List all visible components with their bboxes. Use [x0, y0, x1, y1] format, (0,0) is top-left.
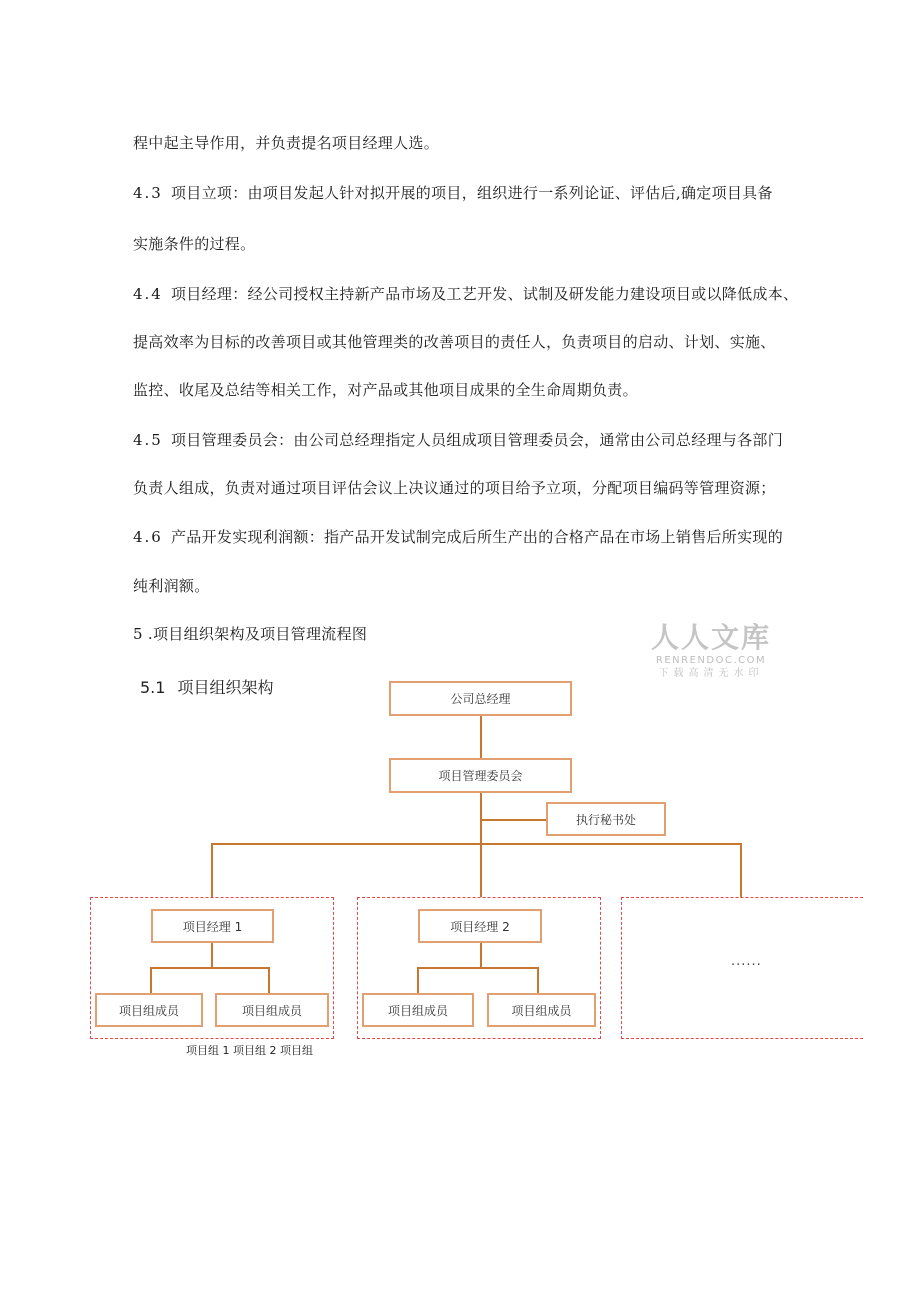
paragraph-4-5-line-1 — [133, 430, 783, 450]
watermark-slogan: 下载高清无水印 — [658, 668, 764, 679]
connector-group-3 — [740, 843, 742, 897]
org-chart-caption: 项目组 1 项目组 2 项目组 — [186, 1044, 313, 1057]
paragraph-4-3-line-2: 实施条件的过程。 — [133, 235, 256, 253]
connector-pm2-member-1 — [417, 967, 419, 993]
paragraph-4-3-text: 项目立项：由项目发起人针对拟开展的项目，组织进行一系列论证、评估后,确定项目具备 — [171, 184, 773, 202]
paragraph-4-4-line-1 — [133, 284, 798, 304]
connector-committee-down — [480, 793, 482, 897]
project-manager-1-box: 项目经理 1 — [151, 909, 274, 943]
section-5-1-heading — [140, 675, 273, 698]
section-5-1-title: 项目组织架构 — [177, 678, 274, 697]
ceo-box: 公司总经理 — [389, 681, 572, 716]
committee-box: 项目管理委员会 — [389, 758, 572, 793]
connector-pm2-member-2 — [537, 967, 539, 993]
paragraph-4-3-number: 4.3 — [133, 184, 163, 202]
connector-horizontal-groups — [211, 843, 742, 845]
secretariat-box: 执行秘书处 — [546, 802, 666, 836]
paragraph-4-5-line-2: 负责人组成，负责对通过项目评估会议上决议通过的项目给予立项，分配项目编码等管理资源； — [133, 479, 776, 497]
section-5-1-number: 5.1 — [140, 678, 166, 697]
paragraph-4-4-line-2: 提高效率为目标的改善项目或其他管理类的改善项目的责任人，负责项目的启动、计划、实施、 — [133, 333, 776, 351]
paragraph-continuation: 程中起主导作用，并负责提名项目经理人选。 — [133, 134, 440, 152]
paragraph-4-6-line-1 — [133, 527, 783, 547]
connector-secretariat — [480, 819, 546, 821]
connector-pm1-members — [150, 967, 270, 969]
connector-group-1 — [211, 843, 213, 897]
group-3-ellipsis: ...... — [731, 954, 762, 969]
group-2-member-1: 项目组成员 — [362, 993, 474, 1027]
paragraph-4-6-number: 4.6 — [133, 528, 163, 546]
paragraph-4-4-text: 项目经理：经公司授权主持新产品市场及工艺开发、试制及研发能力建设项目或以降低成本、 — [171, 285, 799, 303]
paragraph-4-6-line-2: 纯利润额。 — [133, 577, 210, 595]
paragraph-4-4-number: 4.4 — [133, 285, 163, 303]
watermark-title: 人人文库 — [650, 621, 771, 654]
connector-ceo-committee — [480, 716, 482, 758]
section-5-heading: 5 .项目组织架构及项目管理流程图 — [133, 625, 368, 643]
paragraph-4-6-text: 产品开发实现利润额：指产品开发试制完成后所生产出的合格产品在市场上销售后所实现的 — [171, 528, 784, 546]
project-manager-2-box: 项目经理 2 — [418, 909, 542, 943]
connector-pm2-members — [417, 967, 539, 969]
paragraph-4-4-line-3: 监控、收尾及总结等相关工作，对产品或其他项目成果的全生命周期负责。 — [133, 381, 638, 399]
group-1-member-2: 项目组成员 — [215, 993, 329, 1027]
group-1-member-1: 项目组成员 — [95, 993, 203, 1027]
paragraph-4-5-text: 项目管理委员会：由公司总经理指定人员组成项目管理委员会，通常由公司总经理与各部门 — [171, 431, 784, 449]
connector-pm2-down — [480, 943, 482, 968]
paragraph-4-5-number: 4.5 — [133, 431, 163, 449]
connector-pm1-member-2 — [268, 967, 270, 993]
connector-pm1-down — [211, 943, 213, 968]
group-2-member-2: 项目组成员 — [487, 993, 596, 1027]
watermark — [646, 622, 776, 680]
connector-pm1-member-1 — [150, 967, 152, 993]
paragraph-4-3-line-1 — [133, 183, 773, 203]
watermark-url: RENRENDOC.COM — [655, 655, 767, 666]
